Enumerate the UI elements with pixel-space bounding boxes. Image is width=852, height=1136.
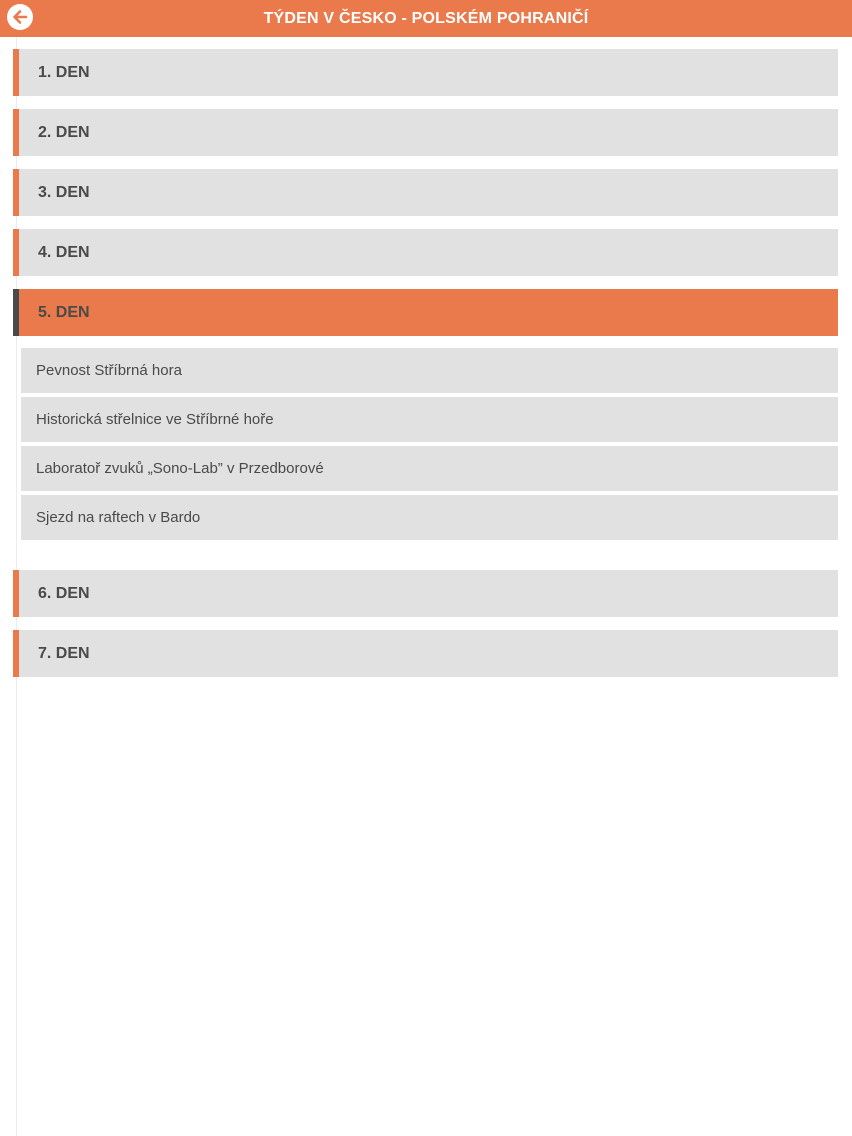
day-label: 1. DEN [38, 63, 90, 81]
day-label: 2. DEN [38, 123, 90, 141]
accent-bar [13, 109, 19, 156]
day-label: 3. DEN [38, 183, 90, 201]
accent-bar [13, 169, 19, 216]
accent-bar [13, 570, 19, 617]
day-label: 5. DEN [38, 303, 90, 321]
day-label: 4. DEN [38, 243, 90, 261]
app-header [0, 0, 852, 37]
day-3-header[interactable] [13, 169, 838, 216]
page-title: TÝDEN V ČESKO - POLSKÉM POHRANIČÍ [263, 9, 589, 27]
item-label: Laboratoř zvuků „Sono-Lab” v Przedborové [36, 460, 324, 477]
day-6-header[interactable] [13, 570, 838, 617]
day-5-item-1[interactable] [21, 348, 838, 393]
accent-bar [13, 229, 19, 276]
accent-bar [13, 49, 19, 96]
item-label: Pevnost Stříbrná hora [36, 362, 182, 379]
day-1-header[interactable] [13, 49, 838, 96]
item-label: Historická střelnice ve Stříbrné hoře [36, 411, 274, 428]
back-button[interactable] [7, 4, 33, 30]
day-7-header[interactable] [13, 630, 838, 677]
day-5-item-2[interactable] [21, 397, 838, 442]
day-5-item-3[interactable] [21, 446, 838, 491]
item-label: Sjezd na raftech v Bardo [36, 509, 201, 526]
arrow-left-icon [11, 8, 29, 26]
accent-bar [13, 289, 19, 336]
day-label: 7. DEN [38, 644, 90, 662]
day-4-header[interactable] [13, 229, 838, 276]
day-5-item-4[interactable] [21, 495, 838, 540]
day-5-header[interactable] [13, 289, 838, 336]
day-label: 6. DEN [38, 584, 90, 602]
day-2-header[interactable] [13, 109, 838, 156]
accent-bar [13, 630, 19, 677]
